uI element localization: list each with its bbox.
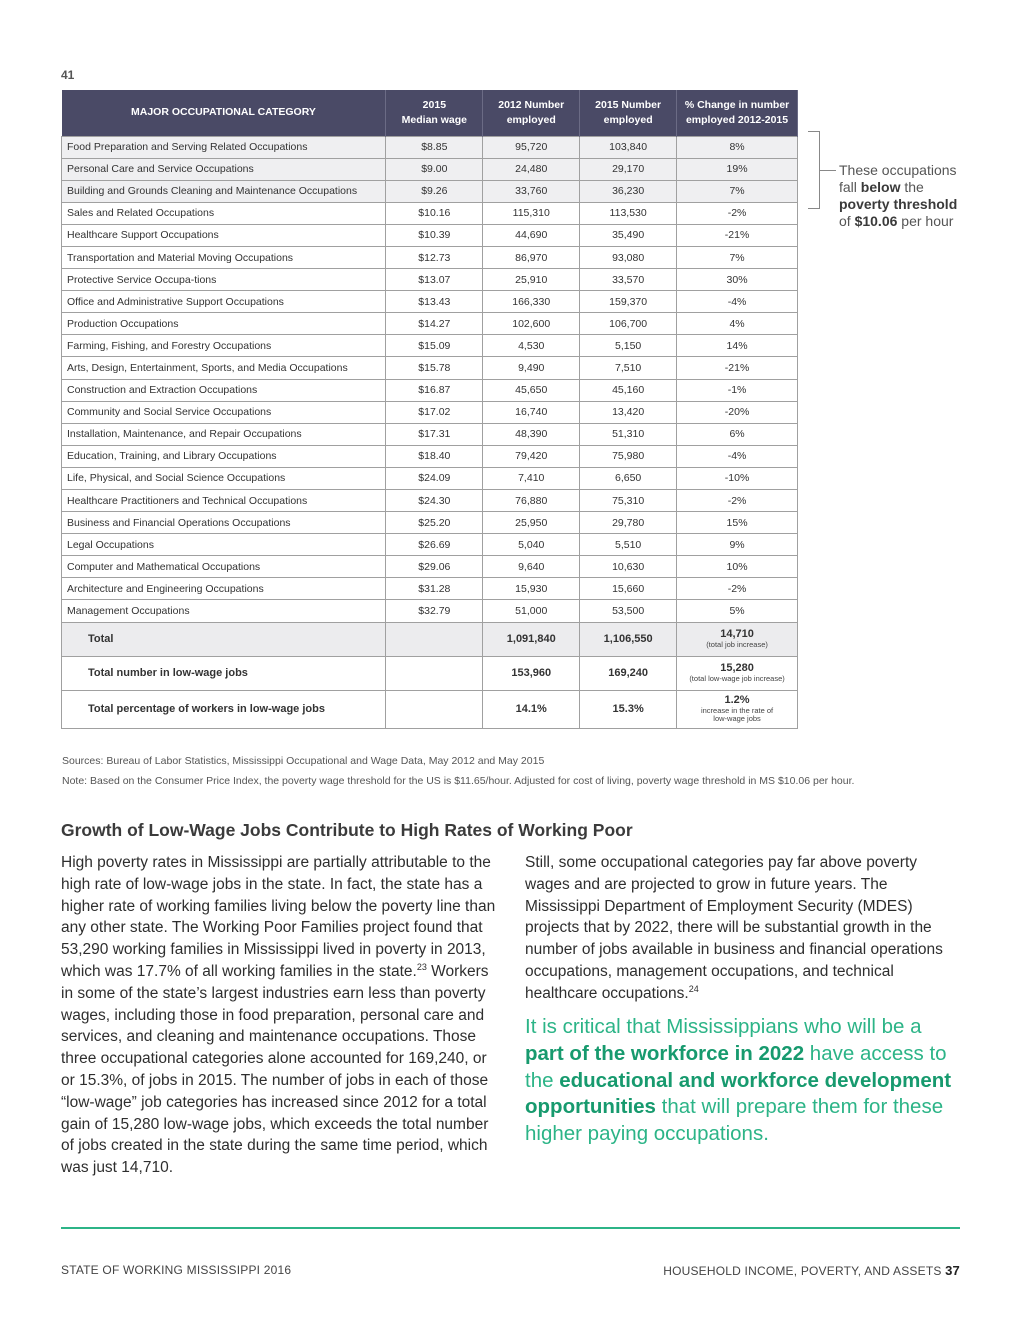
median-wage: $29.06 [386, 556, 483, 578]
employed-2012: 4,530 [483, 335, 580, 357]
employed-2012: 79,420 [483, 445, 580, 467]
occupation-name: Farming, Fishing, and Forestry Occupations [62, 335, 386, 357]
footer-page-number: 37 [945, 1263, 960, 1278]
left-column-paragraph: High poverty rates in Mississippi are partially attributable to the high rate of low-wage jobs in the state. In fact, the state has a higher rate of working families living below the poverty line than any other state. The Working Poor Families project found that 53,290 working families in Mississippi lived in poverty in 2013, which was 17.7% of all working families in the state.$^{23}$ Workers in some of the state’s largest industries earn less than poverty wages, including those in food preparation, personal care and services, and cleaning and maintenance occupations. Those three occupational categories alone accounted for 169,240, or or 15.3%, of jobs in 2015. The number of jobs in each of those “low-wage” job categories has increased since 2012 for a total gain of 15,280 low-wage jobs, which exceeds the total number of jobs created in the state during the same time period, which was just 14,710. [61, 854, 496, 1177]
table-row [62, 379, 798, 401]
employed-2012: 24,480 [483, 158, 580, 180]
low-wage-jobs-2015: 169,240 [580, 656, 677, 690]
percent-change: -2% [677, 202, 798, 224]
employed-2012: 76,880 [483, 490, 580, 512]
occupation-name: Construction and Extraction Occupations [62, 379, 386, 401]
low-wage-jobs-change-value: 15,280 [720, 662, 754, 675]
employed-2015: 5,510 [580, 534, 677, 556]
employed-2015: 103,840 [580, 136, 677, 158]
percent-change: 30% [677, 269, 798, 291]
employed-2015: 15,660 [580, 578, 677, 600]
total-change-value: 14,710 [720, 628, 754, 641]
header-percent-change: % Change in number employed 2012-2015 [677, 90, 798, 136]
percent-change: -21% [677, 224, 798, 246]
employed-2015: 51,310 [580, 423, 677, 445]
note-line: Note: Based on the Consumer Price Index, the poverty wage threshold for the US is $11.65/hour. Adjusted for cost of living, poverty wage threshold in MS $10.06 per hour. [62, 775, 855, 787]
occupation-name: Protective Service Occupa-tions [62, 269, 386, 291]
low-wage-pct-2012: 14.1% [483, 690, 580, 728]
low-wage-jobs-row [62, 656, 798, 690]
table-row [62, 180, 798, 202]
total-row [62, 622, 798, 656]
footnote-ref-23: 23 [416, 961, 427, 972]
percent-change: -2% [677, 578, 798, 600]
low-wage-pct-change-note: increase in the rate of low-wage jobs [700, 705, 774, 723]
percent-change: -10% [677, 467, 798, 489]
percent-change: 7% [677, 180, 798, 202]
employed-2012: 7,410 [483, 467, 580, 489]
percent-change: 7% [677, 246, 798, 268]
employed-2015: 5,150 [580, 335, 677, 357]
low-wage-pct-2015: 15.3% [580, 690, 677, 728]
percent-change: -1% [677, 379, 798, 401]
table-row [62, 578, 798, 600]
total-change [677, 622, 798, 656]
occupation-name: Building and Grounds Cleaning and Maintenance Occupations [62, 180, 386, 202]
sources-line: Sources: Bureau of Labor Statistics, Mississippi Occupational and Wage Data, May 2012 and May 2015 [62, 755, 545, 767]
employed-2012: 48,390 [483, 423, 580, 445]
median-wage: $24.09 [386, 467, 483, 489]
employed-2015: 13,420 [580, 401, 677, 423]
employed-2015: 75,310 [580, 490, 677, 512]
median-wage: $32.79 [386, 600, 483, 622]
occupation-name: Office and Administrative Support Occupations [62, 291, 386, 313]
low-wage-jobs-change [677, 656, 798, 690]
table-row [62, 512, 798, 534]
page-number: 41 [61, 68, 75, 82]
percent-change: 9% [677, 534, 798, 556]
employed-2015: 75,980 [580, 445, 677, 467]
occupation-name: Personal Care and Service Occupations [62, 158, 386, 180]
employed-2012: 33,760 [483, 180, 580, 202]
employed-2012: 102,600 [483, 313, 580, 335]
footer-section: HOUSEHOLD INCOME, POVERTY, AND ASSETS 37 [663, 1263, 960, 1278]
median-wage: $24.30 [386, 490, 483, 512]
employed-2015: 10,630 [580, 556, 677, 578]
low-wage-pct-row [62, 690, 798, 728]
occupation-name: Production Occupations [62, 313, 386, 335]
median-wage: $17.02 [386, 401, 483, 423]
employed-2012: 115,310 [483, 202, 580, 224]
median-wage: $26.69 [386, 534, 483, 556]
employed-2012: 44,690 [483, 224, 580, 246]
table-row [62, 357, 798, 379]
occupation-name: Education, Training, and Library Occupations [62, 445, 386, 467]
occupation-name: Business and Financial Operations Occupations [62, 512, 386, 534]
low-wage-jobs-label: Total number in low-wage jobs [62, 656, 386, 690]
employed-2012: 45,650 [483, 379, 580, 401]
percent-change: 10% [677, 556, 798, 578]
median-wage: $15.09 [386, 335, 483, 357]
footnote-ref-24: 24 [688, 983, 699, 994]
footer-rule [61, 1227, 960, 1229]
percent-change: 15% [677, 512, 798, 534]
occupations-table [61, 90, 798, 729]
header-2012-employed: 2012 Number employed [483, 90, 580, 136]
employed-2015: 6,650 [580, 467, 677, 489]
median-wage: $8.85 [386, 136, 483, 158]
table-row [62, 224, 798, 246]
percent-change: -4% [677, 445, 798, 467]
table-summary [62, 622, 798, 728]
employed-2015: 106,700 [580, 313, 677, 335]
poverty-threshold-annotation: These occupations fall below the poverty threshold of $10.06 per hour [839, 162, 958, 229]
median-wage: $12.73 [386, 246, 483, 268]
median-wage: $9.26 [386, 180, 483, 202]
percent-change: 5% [677, 600, 798, 622]
occupation-name: Sales and Related Occupations [62, 202, 386, 224]
table-row [62, 445, 798, 467]
median-wage: $13.43 [386, 291, 483, 313]
median-wage: $10.39 [386, 224, 483, 246]
table-row [62, 335, 798, 357]
employed-2012: 5,040 [483, 534, 580, 556]
table-row [62, 556, 798, 578]
percent-change: -20% [677, 401, 798, 423]
table-row [62, 202, 798, 224]
employed-2015: 7,510 [580, 357, 677, 379]
pull-quote: It is critical that Mississippians who will be a part of the workforce in 2022 have access to the educational and workforce development opportunities that will prepare them for these higher paying occupations. [525, 1015, 952, 1146]
percent-change: 8% [677, 136, 798, 158]
employed-2012: 9,640 [483, 556, 580, 578]
low-wage-jobs-change-note: (total low-wage job increase) [689, 673, 785, 683]
total-2015: 1,106,550 [580, 622, 677, 656]
employed-2012: 166,330 [483, 291, 580, 313]
table-row [62, 313, 798, 335]
table-row [62, 401, 798, 423]
median-wage: $31.28 [386, 578, 483, 600]
percent-change: 6% [677, 423, 798, 445]
median-wage: $18.40 [386, 445, 483, 467]
table-row [62, 534, 798, 556]
table-header-row [62, 90, 798, 136]
footer-publication-title: STATE OF WORKING MISSISSIPPI 2016 [61, 1263, 292, 1277]
occupation-name: Architecture and Engineering Occupations [62, 578, 386, 600]
total-2012: 1,091,840 [483, 622, 580, 656]
total-change-note: (total job increase) [706, 639, 768, 649]
employed-2012: 86,970 [483, 246, 580, 268]
percent-change: -21% [677, 357, 798, 379]
employed-2015: 29,780 [580, 512, 677, 534]
right-column-paragraph: Still, some occupational categories pay far above poverty wages and are projected to grow in future years. The Mississippi Department of Employment Security (MDES) projects that by 2022, there will be substantial growth in the number of jobs available in business and financial operations occupations, management occupations, and technical healthcare occupations.$^{24}$ [525, 854, 943, 1002]
header-median-wage: 2015 Median wage [386, 90, 483, 136]
percent-change: -2% [677, 490, 798, 512]
table-row [62, 423, 798, 445]
total-label: Total [62, 622, 386, 656]
table-body [62, 136, 798, 622]
median-wage: $17.31 [386, 423, 483, 445]
occupation-name: Life, Physical, and Social Science Occupations [62, 467, 386, 489]
table-row [62, 269, 798, 291]
employed-2015: 159,370 [580, 291, 677, 313]
occupation-name: Arts, Design, Entertainment, Sports, and Media Occupations [62, 357, 386, 379]
header-2015-employed: 2015 Number employed [580, 90, 677, 136]
employed-2012: 15,930 [483, 578, 580, 600]
low-wage-pct-wage-cell [386, 690, 483, 728]
percent-change: 4% [677, 313, 798, 335]
occupation-name: Healthcare Support Occupations [62, 224, 386, 246]
median-wage: $13.07 [386, 269, 483, 291]
median-wage: $14.27 [386, 313, 483, 335]
sources-note [62, 751, 854, 791]
occupation-name: Legal Occupations [62, 534, 386, 556]
employed-2012: 25,910 [483, 269, 580, 291]
table-row [62, 136, 798, 158]
employed-2015: 35,490 [580, 224, 677, 246]
employed-2015: 33,570 [580, 269, 677, 291]
table-row [62, 600, 798, 622]
occupation-name: Computer and Mathematical Occupations [62, 556, 386, 578]
employed-2015: 93,080 [580, 246, 677, 268]
table-row [62, 158, 798, 180]
median-wage: $16.87 [386, 379, 483, 401]
poverty-bracket-tick [820, 170, 836, 171]
median-wage: $15.78 [386, 357, 483, 379]
employed-2015: 36,230 [580, 180, 677, 202]
table-row [62, 467, 798, 489]
total-wage-cell [386, 622, 483, 656]
percent-change: 14% [677, 335, 798, 357]
section-heading: Growth of Low-Wage Jobs Contribute to High Rates of Working Poor [61, 820, 633, 840]
median-wage: $10.16 [386, 202, 483, 224]
table-row [62, 246, 798, 268]
employed-2012: 9,490 [483, 357, 580, 379]
employed-2015: 29,170 [580, 158, 677, 180]
occupation-name: Management Occupations [62, 600, 386, 622]
occupation-name: Healthcare Practitioners and Technical Occupations [62, 490, 386, 512]
percent-change: 19% [677, 158, 798, 180]
employed-2012: 95,720 [483, 136, 580, 158]
median-wage: $9.00 [386, 158, 483, 180]
low-wage-pct-change-value: 1.2% [724, 694, 750, 707]
employed-2015: 113,530 [580, 202, 677, 224]
header-category: MAJOR OCCUPATIONAL CATEGORY [62, 90, 386, 136]
occupation-name: Community and Social Service Occupations [62, 401, 386, 423]
employed-2012: 16,740 [483, 401, 580, 423]
occupation-name: Installation, Maintenance, and Repair Occupations [62, 423, 386, 445]
occupation-name: Food Preparation and Serving Related Occupations [62, 136, 386, 158]
low-wage-pct-change [677, 690, 798, 728]
table-row [62, 490, 798, 512]
low-wage-jobs-wage-cell [386, 656, 483, 690]
employed-2015: 45,160 [580, 379, 677, 401]
occupation-name: Transportation and Material Moving Occupations [62, 246, 386, 268]
employed-2012: 25,950 [483, 512, 580, 534]
poverty-bracket [808, 131, 820, 209]
employed-2012: 51,000 [483, 600, 580, 622]
employed-2015: 53,500 [580, 600, 677, 622]
low-wage-pct-label: Total percentage of workers in low-wage jobs [62, 690, 386, 728]
percent-change: -4% [677, 291, 798, 313]
table-row [62, 291, 798, 313]
low-wage-jobs-2012: 153,960 [483, 656, 580, 690]
median-wage: $25.20 [386, 512, 483, 534]
